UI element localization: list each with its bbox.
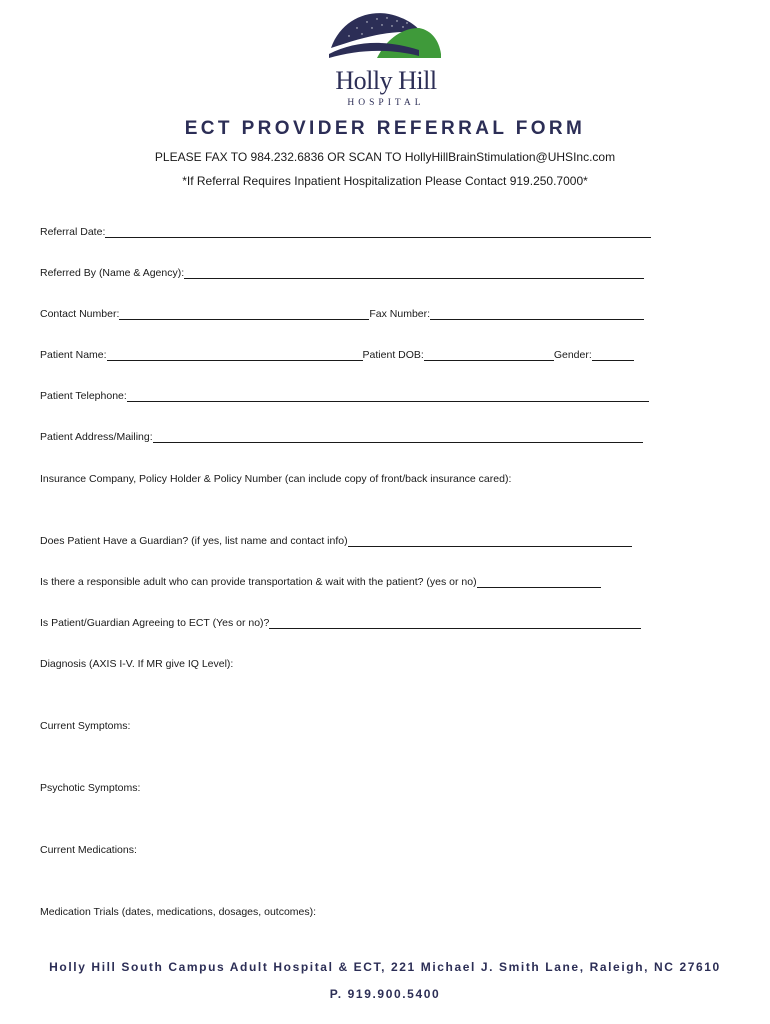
psychotic-symptoms-row — [40, 780, 140, 794]
gender-label: Gender: — [553, 349, 592, 361]
insurance-row — [40, 471, 511, 485]
patient-telephone-label: Patient Telephone: — [40, 390, 127, 402]
fax-number-label: Fax Number: — [369, 308, 431, 320]
patient-dob-label: Patient DOB: — [362, 349, 424, 361]
patient-name-row — [40, 347, 634, 361]
referred-by-input-line[interactable] — [184, 267, 644, 279]
hills-logo-icon — [327, 10, 445, 62]
patient-address-input-line[interactable] — [153, 431, 643, 443]
medication-trials-row — [40, 904, 316, 918]
current-symptoms-label: Current Symptoms: — [40, 720, 131, 732]
patient-name-input-line[interactable] — [107, 349, 363, 361]
transport-input-line[interactable] — [477, 576, 601, 588]
gender-input-line[interactable] — [592, 349, 634, 361]
agreeing-label: Is Patient/Guardian Agreeing to ECT (Yes or no)? — [40, 617, 270, 629]
fax-instructions: PLEASE FAX TO 984.232.6836 OR SCAN TO HollyHillBrainStimulation@UHSInc.com — [154, 150, 616, 164]
patient-address-row — [40, 429, 643, 443]
patient-dob-input-line[interactable] — [424, 349, 554, 361]
referral-date-label: Referral Date: — [40, 226, 106, 238]
guardian-row — [40, 533, 632, 547]
patient-address-label: Patient Address/Mailing: — [40, 431, 153, 443]
insurance-label: Insurance Company, Policy Holder & Policy Number (can include copy of front/back insurance cared): — [40, 473, 512, 485]
guardian-input-line[interactable] — [348, 535, 632, 547]
medication-trials-label: Medication Trials (dates, medications, dosages, outcomes): — [40, 906, 317, 918]
patient-telephone-row — [40, 388, 649, 402]
hospital-logo — [323, 10, 449, 106]
guardian-label: Does Patient Have a Guardian? (if yes, list name and contact info) — [40, 535, 348, 547]
referral-date-input-line[interactable] — [105, 226, 651, 238]
footer-address: Holly Hill South Campus Adult Hospital & ECT, 221 Michael J. Smith Lane, Raleigh, NC 27610 — [49, 960, 721, 974]
current-medications-row — [40, 842, 137, 856]
fax-number-input-line[interactable] — [430, 308, 644, 320]
referral-date-row — [40, 224, 651, 238]
transport-label: Is there a responsible adult who can provide transportation & wait with the patient? (yes or no) — [40, 576, 477, 588]
referred-by-label: Referred By (Name & Agency): — [40, 267, 185, 279]
inpatient-notice: *If Referral Requires Inpatient Hospitalization Please Contact 919.250.7000* — [182, 174, 588, 188]
patient-name-label: Patient Name: — [40, 349, 107, 361]
diagnosis-label: Diagnosis (AXIS I-V. If MR give IQ Level): — [40, 658, 234, 670]
footer-phone: P. 919.900.5400 — [329, 987, 441, 1001]
contact-number-label: Contact Number: — [40, 308, 120, 320]
psychotic-symptoms-label: Psychotic Symptoms: — [40, 782, 141, 794]
referred-by-row — [40, 265, 644, 279]
logo-name: Holly Hill — [335, 66, 437, 95]
diagnosis-row — [40, 656, 233, 670]
contact-fax-row — [40, 306, 644, 320]
form-title: ECT PROVIDER REFERRAL FORM — [184, 118, 586, 139]
patient-telephone-input-line[interactable] — [127, 390, 649, 402]
contact-number-input-line[interactable] — [119, 308, 369, 320]
logo-subtitle: HOSPITAL — [347, 98, 425, 108]
agreeing-input-line[interactable] — [269, 617, 641, 629]
transport-row — [40, 574, 601, 588]
current-medications-label: Current Medications: — [40, 844, 137, 856]
agreeing-row — [40, 615, 641, 629]
current-symptoms-row — [40, 718, 130, 732]
